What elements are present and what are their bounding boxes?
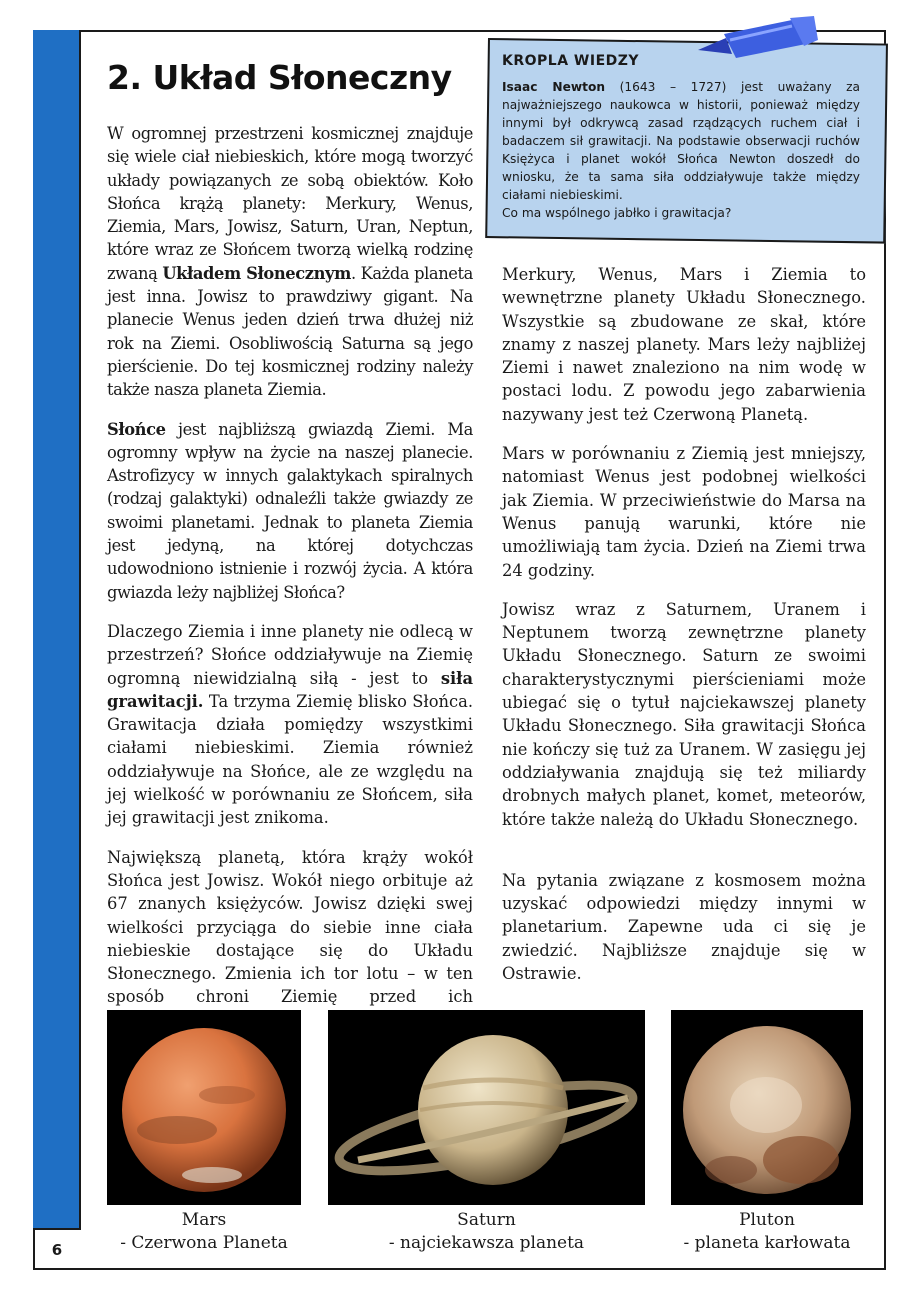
fact-box-question: Co ma wspólnego jabłko i grawitacja? <box>502 206 732 220</box>
fact-box-heading: KROPLA WIEDZY <box>502 53 640 69</box>
paragraph-text: jest najbliższą gwiazdą Ziemi. Ma ogromny wpływ na życie na naszej planecie. Astrofizycy w innych galaktykach spiralnych (rodzaj galaktyki) odnaleźli także gwiazdy ze swoimi planetami. Jednak to planeta Ziemia jest jedyną, na której dotychczas udowodniono istnienie i rozwój życia. A która gwiazda leży najbliżej Słońca? <box>107 419 473 602</box>
paragraph-gravity <box>107 620 473 830</box>
caption-saturn <box>328 1209 645 1255</box>
bold-term: Układem Słonecznym <box>162 263 351 283</box>
paragraph-inner-planets: Merkury, Wenus, Mars i Ziemia to wewnętrzne planety Układu Słonecznego. Wszystkie są zbudowane ze skał, które znamy z naszej planety. Mars leży najbliżej Ziemi i nawet znaleziono na nim wodę w postaci lodu. Z powodu jego zabarwienia nazywany jest też Czerwoną Planetą. <box>502 265 866 424</box>
caption-title: Saturn <box>457 1210 516 1230</box>
caption-title: Pluton <box>739 1210 795 1230</box>
page-title: 2. Układ Słoneczny <box>107 58 452 97</box>
paragraph-mars-venus: Mars w porównaniu z Ziemią jest mniejszy, natomiast Wenus jest podobnej wielkości jak Ziemia. W przeciwieństwie do Marsa na Wenus panują warunki, które nie umożliwiają tam życia. Dzień na Ziemi trwa 24 godziny. <box>502 444 866 580</box>
paragraph-text: Dlaczego Ziemia i inne planety nie odlecą w przestrzeń? Słońce oddziaływuje na Ziemię ogromną niewidzialną siłą - jest to <box>107 621 473 688</box>
fact-box-name: Isaac Newton <box>502 80 606 94</box>
bold-term: Słońce <box>107 419 166 439</box>
paragraph-text: . Każda planeta jest inna. Jowisz to prawdziwy gigant. Na planecie Wenus jeden dzień trwa dłużej niż rok na Ziemi. Osobliwością Saturna są jego pierścienie. Do tej kosmicznej rodziny należy także nasza planeta Ziemia. <box>107 263 473 400</box>
fact-box-text <box>502 78 860 204</box>
side-accent-strip <box>33 30 81 1228</box>
page-number: 6 <box>33 1228 81 1270</box>
saturn-image <box>328 1010 645 1205</box>
paragraph-solar-system <box>107 122 473 402</box>
paragraph-planetarium: Na pytania związane z kosmosem można uzyskać odpowiedzi między innymi w planetarium. Zapewne uda ci się je zwiedzić. Najbliższe znajduje się w Ostrawie. <box>502 870 866 984</box>
paragraph-outer-planets: Jowisz wraz z Saturnem, Uranem i Neptunem tworzą zewnętrzne planety Układu Słonecznego. Saturn ze swoimi charakterystycznymi pierścieniami może ubiegać się o tytuł najciekawszej planety Układu Słonecznego. Siła grawitacji Słońca nie kończy się tuż za Uranem. W zasięgu jej oddziaływania znajdują się też miliardy drobnych małych planet, komet, meteorów, które także należą do Układu Słonecznego. <box>502 599 866 829</box>
caption-pluto <box>671 1209 863 1255</box>
bold-term: siła grawitacji. <box>107 668 473 711</box>
paragraph-jupiter: Największą planetą, która krąży wokół Słońca jest Jowisz. Wokół niego orbituje aż 67 znanych księżyców. Jowisz dzięki swej wielkości przyciąga do siebie inne ciała niebieskie dostające się do Układu Słonecznego. Zmienia ich tor lotu – w ten sposób chroni Ziemię przed ich <box>107 847 473 1007</box>
right-column <box>502 263 866 1001</box>
caption-subtitle: - najciekawsza planeta <box>388 1233 585 1253</box>
fact-box-body: (1643 – 1727) jest uważany za najważniejszego naukowca w historii, ponieważ między innymi był odkrywcą zasad rządzących ruchem ciał i badaczem sił grawitacji. Na podstawie obserwacji ruchów Księżyca i planet wokół Słońca Newton doszedł do wniosku, że ta sama siła oddziaływuje także między ciałami niebieskimi. <box>502 80 860 202</box>
paragraph-text: W ogromnej przestrzeni kosmicznej znajduje się wiele ciał niebieskich, które mogą tworzyć układy powiązanych ze sobą obiektów. Koło Słońca krążą planety: Merkury, Wenus, Ziemia, Mars, Jowisz, Saturn, Uran, Neptun, które wraz ze Słońcem tworzą wielką rodzinę zwaną <box>107 124 473 283</box>
caption-mars <box>107 1209 301 1255</box>
mars-image <box>107 1010 301 1205</box>
caption-subtitle: - planeta karłowata <box>683 1233 851 1253</box>
fact-box <box>502 52 860 222</box>
caption-title: Mars <box>181 1210 227 1230</box>
paragraph-text: Ta trzyma Ziemię blisko Słońca. Grawitacja działa pomiędzy wszystkimi ciałami niebieskimi. Ziemia również oddziaływuje na Słońce, ale ze względu na jej wielkość w porównaniu ze Słońcem, siła jej grawitacji jest znikoma. <box>107 691 473 828</box>
pluto-image <box>671 1010 863 1205</box>
paragraph-sun <box>107 418 473 604</box>
caption-subtitle: - Czerwona Planeta <box>120 1233 288 1253</box>
left-column <box>107 122 473 1048</box>
